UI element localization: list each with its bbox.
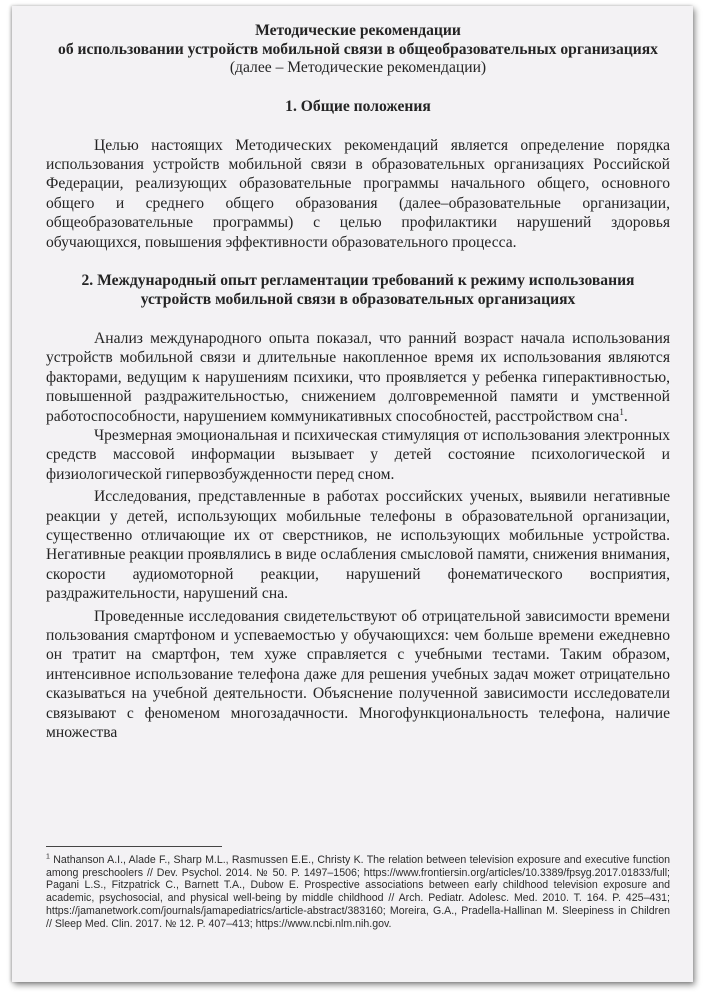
document-title [46, 22, 670, 59]
section-2-paragraph-1: Анализ международного опыта показал, что ранний возраст начала использования устройств мобильной связи и длительные накопленное время их использования являются факторами, ведущим к нарушениям психики, что проявляется у ребенка гиперактивностью, повышенной раздражительностью, снижением долговременной памяти и умственной работоспособности, нарушением коммуникативных способностей, расстройством сна$^1$. [46, 329, 670, 425]
section-1-paragraph: Целью настоящих Методических рекомендаций является определение порядка использования устройств мобильной связи в образовательных организациях Российской Федерации, реализующих образовательные программы начального общего, основного общего и среднего общего образования (далее–образовательные организации, общеобразовательные программы) с целью профилактики нарушений здоровья обучающихся, повышения эффективности образовательного процесса. [46, 136, 670, 251]
section-2-paragraph-4: Проведенные исследования свидетельствуют об отрицательной зависимости времени пользования смартфоном и успеваемостью у обучающихся: чем больше времени ежедневно он тратит на смартфон, тем хуже справляется с учебными тестами. Таким образом, интенсивное использование телефона даже для решения учебных задач может отрицательно сказываться на учебной деятельности. Объяснение полученной зависимости исследователи связывают с феноменом многозадачности. Многофункциональность телефона, наличие множества [46, 607, 670, 742]
footnote-divider [46, 846, 222, 847]
title-line-2: об использовании устройств мобильной связи в общеобразовательных организациях [58, 40, 658, 58]
section-2-paragraph-3: Исследования, представленные в работах российских ученых, выявили негативные реакции у детей, использующих мобильные телефоны в образовательной организации, существенно отличающие их от сверстников, не использующих мобильные устройства. Негативные реакции проявлялись в виде ослабления смысловой памяти, снижения внимания, скорости аудиомоторной реакции, нарушений фонематического восприятия, раздражительности, нарушений сна. [46, 488, 670, 603]
document-subtitle: (далее – Методические рекомендации) [229, 59, 487, 76]
section-1-heading: 1. Общие положения [285, 97, 431, 115]
footnote [46, 854, 670, 930]
footnote-reference[interactable]: 1 [619, 406, 624, 417]
document-body [46, 22, 670, 742]
footnote-marker: 1 [46, 853, 50, 861]
paragraph-text: Анализ международного опыта показал, что ранний возраст начала использования устройств мобильной связи и длительные накопленное время их использования являются факторами, ведущим к нарушениям психики, что проявляется у ребенка гиперактивностью, повышенной раздражительностью, снижением долговременной памяти и умственной работоспособности, нарушением коммуникативных способностей, расстройством сна [46, 329, 670, 425]
section-2-paragraph-2: Чрезмерная эмоциональная и психическая стимуляция от использования электронных средств массовой информации вызывает у детей состояние психологической и физиологической гипервозбужденности перед сном. [46, 426, 670, 483]
footnote-text: Nathanson A.I., Alade F., Sharp M.L., Rasmussen E.E., Christy K. The relation between television exposure and executive function among preschoolers // Dev. Psychol. 2014. № 50. P. 1497–1506; https://www.frontiersin.org/articles/10.3389/fpsyg.2017.01833/full; Pagani L.S., Fitzpatrick C., Barnett T.A., Dubow E. Prospective associations between early childhood television exposure and academic, psychosocial, and physical well-being by middle childhood // Arch. Pediatr. Adolesc. Med. 2010. T. 164. P. 425–431; https://jamanetwork.com/journals/jamapediatrics/article-abstract/383160; Moreira, G.A., Pradella-Hallinan M. Sleepiness in Children // Sleep Med. Clin. 2017. № 12. P. 407–413; https://www.ncbi.nlm.nih.gov. [46, 854, 671, 930]
section-2-heading: 2. Международный опыт регламентации требований к режиму использования устройств мобильной связи в образовательных организациях [81, 271, 635, 308]
document-page [12, 6, 693, 982]
title-line-1: Методические рекомендации [255, 22, 461, 39]
